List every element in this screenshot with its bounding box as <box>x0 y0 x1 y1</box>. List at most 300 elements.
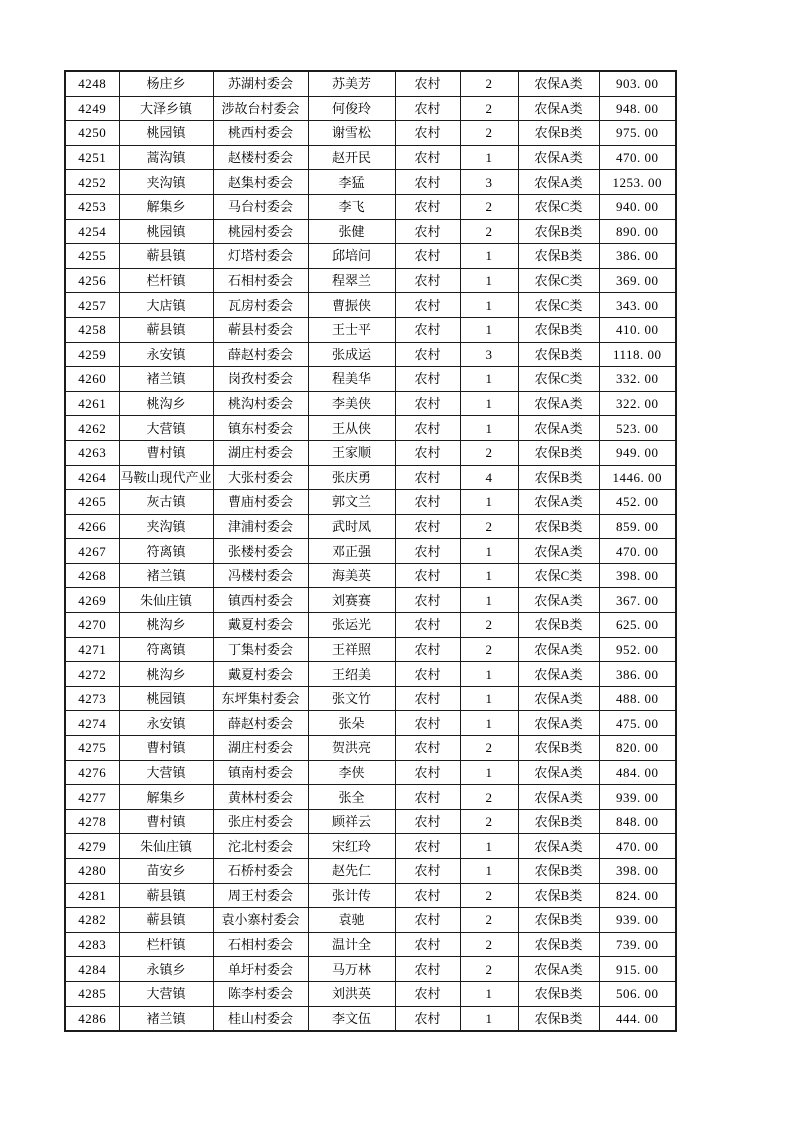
cell-insurance-category: 农保A类 <box>518 785 599 810</box>
table-row <box>65 859 676 884</box>
cell-town: 桃沟乡 <box>119 613 213 638</box>
cell-village: 苏湖村委会 <box>213 71 308 96</box>
cell-serial: 4265 <box>65 490 119 515</box>
cell-insurance-category: 农保A类 <box>518 957 599 982</box>
cell-insurance-category: 农保B类 <box>518 932 599 957</box>
cell-village: 东坪集村委会 <box>213 686 308 711</box>
cell-amount: 343. 00 <box>599 293 676 318</box>
cell-residence-type: 农村 <box>395 809 460 834</box>
cell-person-count: 1 <box>460 686 518 711</box>
cell-village: 马台村委会 <box>213 194 308 219</box>
table-row <box>65 957 676 982</box>
cell-amount: 1446. 00 <box>599 465 676 490</box>
table-row <box>65 244 676 269</box>
cell-serial: 4256 <box>65 268 119 293</box>
cell-town: 蕲县镇 <box>119 883 213 908</box>
cell-insurance-category: 农保A类 <box>518 662 599 687</box>
cell-town: 栏杆镇 <box>119 268 213 293</box>
table-row <box>65 219 676 244</box>
cell-person-name: 王家顺 <box>308 440 395 465</box>
cell-insurance-category: 农保A类 <box>518 711 599 736</box>
cell-serial: 4249 <box>65 96 119 121</box>
cell-insurance-category: 农保B类 <box>518 121 599 146</box>
cell-amount: 369. 00 <box>599 268 676 293</box>
cell-amount: 940. 00 <box>599 194 676 219</box>
table-row <box>65 539 676 564</box>
cell-person-count: 2 <box>460 71 518 96</box>
cell-person-count: 1 <box>460 859 518 884</box>
cell-residence-type: 农村 <box>395 71 460 96</box>
cell-village: 镇东村委会 <box>213 416 308 441</box>
cell-insurance-category: 农保C类 <box>518 367 599 392</box>
cell-insurance-category: 农保B类 <box>518 317 599 342</box>
cell-person-count: 1 <box>460 539 518 564</box>
cell-village: 袁小寨村委会 <box>213 908 308 933</box>
cell-amount: 484. 00 <box>599 760 676 785</box>
cell-village: 津浦村委会 <box>213 514 308 539</box>
cell-residence-type: 农村 <box>395 342 460 367</box>
cell-person-count: 1 <box>460 391 518 416</box>
cell-person-count: 2 <box>460 514 518 539</box>
table-row <box>65 490 676 515</box>
cell-person-name: 张朵 <box>308 711 395 736</box>
cell-person-name: 张庆勇 <box>308 465 395 490</box>
cell-serial: 4250 <box>65 121 119 146</box>
table-row <box>65 588 676 613</box>
cell-person-name: 马万林 <box>308 957 395 982</box>
cell-residence-type: 农村 <box>395 490 460 515</box>
cell-serial: 4268 <box>65 563 119 588</box>
table-row <box>65 391 676 416</box>
table-row <box>65 785 676 810</box>
cell-village: 桃沟村委会 <box>213 391 308 416</box>
cell-village: 桂山村委会 <box>213 1006 308 1031</box>
cell-insurance-category: 农保A类 <box>518 686 599 711</box>
table-row <box>65 293 676 318</box>
cell-person-count: 1 <box>460 588 518 613</box>
cell-person-count: 2 <box>460 809 518 834</box>
table-row <box>65 194 676 219</box>
cell-serial: 4261 <box>65 391 119 416</box>
cell-village: 戴夏村委会 <box>213 613 308 638</box>
cell-person-name: 张文竹 <box>308 686 395 711</box>
cell-person-count: 2 <box>460 932 518 957</box>
cell-serial: 4266 <box>65 514 119 539</box>
cell-insurance-category: 农保C类 <box>518 563 599 588</box>
cell-serial: 4248 <box>65 71 119 96</box>
cell-insurance-category: 农保A类 <box>518 490 599 515</box>
table-row <box>65 637 676 662</box>
cell-amount: 488. 00 <box>599 686 676 711</box>
cell-village: 冯楼村委会 <box>213 563 308 588</box>
cell-amount: 523. 00 <box>599 416 676 441</box>
cell-serial: 4272 <box>65 662 119 687</box>
cell-town: 曹村镇 <box>119 440 213 465</box>
cell-person-count: 1 <box>460 244 518 269</box>
cell-town: 符离镇 <box>119 637 213 662</box>
cell-amount: 470. 00 <box>599 834 676 859</box>
cell-residence-type: 农村 <box>395 932 460 957</box>
cell-person-name: 曹振侠 <box>308 293 395 318</box>
cell-person-name: 海美英 <box>308 563 395 588</box>
cell-insurance-category: 农保A类 <box>518 760 599 785</box>
cell-village: 黄林村委会 <box>213 785 308 810</box>
table-row <box>65 711 676 736</box>
cell-insurance-category: 农保A类 <box>518 834 599 859</box>
table-row <box>65 514 676 539</box>
cell-serial: 4260 <box>65 367 119 392</box>
cell-town: 灰古镇 <box>119 490 213 515</box>
cell-amount: 322. 00 <box>599 391 676 416</box>
table-row <box>65 809 676 834</box>
table-row <box>65 662 676 687</box>
cell-amount: 848. 00 <box>599 809 676 834</box>
cell-insurance-category: 农保B类 <box>518 736 599 761</box>
cell-amount: 470. 00 <box>599 539 676 564</box>
cell-town: 解集乡 <box>119 194 213 219</box>
cell-amount: 903. 00 <box>599 71 676 96</box>
cell-village: 瓦房村委会 <box>213 293 308 318</box>
cell-town: 大营镇 <box>119 416 213 441</box>
cell-town: 永安镇 <box>119 342 213 367</box>
cell-village: 单圩村委会 <box>213 957 308 982</box>
cell-insurance-category: 农保B类 <box>518 883 599 908</box>
cell-village: 张楼村委会 <box>213 539 308 564</box>
cell-person-count: 4 <box>460 465 518 490</box>
cell-person-count: 2 <box>460 613 518 638</box>
cell-town: 大营镇 <box>119 981 213 1006</box>
cell-town: 蕲县镇 <box>119 908 213 933</box>
cell-person-count: 2 <box>460 96 518 121</box>
cell-amount: 386. 00 <box>599 662 676 687</box>
cell-amount: 398. 00 <box>599 859 676 884</box>
cell-person-name: 李文伍 <box>308 1006 395 1031</box>
cell-residence-type: 农村 <box>395 736 460 761</box>
cell-residence-type: 农村 <box>395 244 460 269</box>
table-row <box>65 170 676 195</box>
cell-person-name: 刘洪英 <box>308 981 395 1006</box>
cell-insurance-category: 农保A类 <box>518 145 599 170</box>
cell-person-name: 袁驰 <box>308 908 395 933</box>
cell-amount: 859. 00 <box>599 514 676 539</box>
cell-person-name: 何俊玲 <box>308 96 395 121</box>
cell-town: 桃园镇 <box>119 219 213 244</box>
cell-person-count: 1 <box>460 662 518 687</box>
table-row <box>65 834 676 859</box>
cell-amount: 952. 00 <box>599 637 676 662</box>
cell-person-name: 程翠兰 <box>308 268 395 293</box>
cell-village: 灯塔村委会 <box>213 244 308 269</box>
table-row <box>65 416 676 441</box>
cell-residence-type: 农村 <box>395 662 460 687</box>
cell-person-name: 王士平 <box>308 317 395 342</box>
cell-person-name: 武时凤 <box>308 514 395 539</box>
cell-person-count: 1 <box>460 416 518 441</box>
cell-residence-type: 农村 <box>395 760 460 785</box>
cell-town: 桃沟乡 <box>119 391 213 416</box>
cell-village: 石相村委会 <box>213 932 308 957</box>
cell-person-name: 刘赛赛 <box>308 588 395 613</box>
cell-serial: 4279 <box>65 834 119 859</box>
cell-person-count: 2 <box>460 908 518 933</box>
cell-residence-type: 农村 <box>395 219 460 244</box>
cell-amount: 1118. 00 <box>599 342 676 367</box>
cell-person-name: 李飞 <box>308 194 395 219</box>
cell-serial: 4271 <box>65 637 119 662</box>
cell-village: 石相村委会 <box>213 268 308 293</box>
cell-village: 大张村委会 <box>213 465 308 490</box>
table-row <box>65 268 676 293</box>
cell-village: 薛赵村委会 <box>213 711 308 736</box>
cell-serial: 4281 <box>65 883 119 908</box>
cell-insurance-category: 农保B类 <box>518 219 599 244</box>
cell-person-name: 王从侠 <box>308 416 395 441</box>
cell-residence-type: 农村 <box>395 981 460 1006</box>
cell-residence-type: 农村 <box>395 194 460 219</box>
cell-person-count: 1 <box>460 317 518 342</box>
cell-residence-type: 农村 <box>395 440 460 465</box>
cell-town: 栏杆镇 <box>119 932 213 957</box>
cell-amount: 915. 00 <box>599 957 676 982</box>
cell-serial: 4255 <box>65 244 119 269</box>
cell-town: 马鞍山现代产业 <box>119 465 213 490</box>
cell-village: 戴夏村委会 <box>213 662 308 687</box>
cell-person-name: 赵开民 <box>308 145 395 170</box>
cell-person-count: 1 <box>460 293 518 318</box>
pension-roster-table <box>64 70 677 1032</box>
cell-person-name: 谢雪松 <box>308 121 395 146</box>
cell-residence-type: 农村 <box>395 686 460 711</box>
cell-village: 薛赵村委会 <box>213 342 308 367</box>
cell-amount: 410. 00 <box>599 317 676 342</box>
cell-residence-type: 农村 <box>395 563 460 588</box>
cell-residence-type: 农村 <box>395 367 460 392</box>
table-row <box>65 440 676 465</box>
cell-amount: 470. 00 <box>599 145 676 170</box>
cell-serial: 4280 <box>65 859 119 884</box>
cell-insurance-category: 农保A类 <box>518 416 599 441</box>
cell-person-count: 2 <box>460 440 518 465</box>
cell-residence-type: 农村 <box>395 145 460 170</box>
cell-amount: 820. 00 <box>599 736 676 761</box>
cell-residence-type: 农村 <box>395 637 460 662</box>
cell-person-name: 顾祥云 <box>308 809 395 834</box>
cell-insurance-category: 农保B类 <box>518 440 599 465</box>
cell-residence-type: 农村 <box>395 588 460 613</box>
cell-insurance-category: 农保C类 <box>518 194 599 219</box>
cell-serial: 4276 <box>65 760 119 785</box>
cell-village: 曹庙村委会 <box>213 490 308 515</box>
cell-person-count: 1 <box>460 711 518 736</box>
cell-village: 镇南村委会 <box>213 760 308 785</box>
table-row <box>65 760 676 785</box>
table-row <box>65 883 676 908</box>
cell-person-name: 苏美芳 <box>308 71 395 96</box>
cell-residence-type: 农村 <box>395 170 460 195</box>
cell-serial: 4267 <box>65 539 119 564</box>
cell-insurance-category: 农保A类 <box>518 96 599 121</box>
cell-person-name: 张计传 <box>308 883 395 908</box>
cell-person-count: 1 <box>460 981 518 1006</box>
cell-person-name: 王祥照 <box>308 637 395 662</box>
cell-serial: 4259 <box>65 342 119 367</box>
cell-residence-type: 农村 <box>395 1006 460 1031</box>
cell-town: 永安镇 <box>119 711 213 736</box>
table-row <box>65 1006 676 1031</box>
cell-person-name: 贺洪亮 <box>308 736 395 761</box>
cell-town: 褚兰镇 <box>119 1006 213 1031</box>
table-row <box>65 613 676 638</box>
cell-serial: 4282 <box>65 908 119 933</box>
cell-town: 解集乡 <box>119 785 213 810</box>
cell-person-count: 2 <box>460 957 518 982</box>
cell-insurance-category: 农保B类 <box>518 613 599 638</box>
cell-person-name: 温计全 <box>308 932 395 957</box>
cell-amount: 625. 00 <box>599 613 676 638</box>
cell-person-count: 2 <box>460 883 518 908</box>
cell-person-count: 2 <box>460 194 518 219</box>
table-row <box>65 121 676 146</box>
cell-town: 桃沟乡 <box>119 662 213 687</box>
cell-village: 桃园村委会 <box>213 219 308 244</box>
cell-amount: 367. 00 <box>599 588 676 613</box>
table-row <box>65 317 676 342</box>
cell-town: 褚兰镇 <box>119 563 213 588</box>
cell-person-name: 张成运 <box>308 342 395 367</box>
cell-village: 张庄村委会 <box>213 809 308 834</box>
cell-village: 沱北村委会 <box>213 834 308 859</box>
cell-serial: 4283 <box>65 932 119 957</box>
table-row <box>65 686 676 711</box>
cell-amount: 332. 00 <box>599 367 676 392</box>
cell-residence-type: 农村 <box>395 957 460 982</box>
cell-insurance-category: 农保A类 <box>518 588 599 613</box>
cell-amount: 948. 00 <box>599 96 676 121</box>
cell-serial: 4269 <box>65 588 119 613</box>
cell-insurance-category: 农保B类 <box>518 465 599 490</box>
cell-village: 石桥村委会 <box>213 859 308 884</box>
cell-town: 朱仙庄镇 <box>119 834 213 859</box>
cell-serial: 4262 <box>65 416 119 441</box>
table-row <box>65 932 676 957</box>
cell-person-name: 邓正强 <box>308 539 395 564</box>
cell-town: 夹沟镇 <box>119 514 213 539</box>
cell-town: 大营镇 <box>119 760 213 785</box>
cell-residence-type: 农村 <box>395 711 460 736</box>
cell-person-count: 2 <box>460 736 518 761</box>
cell-insurance-category: 农保B类 <box>518 981 599 1006</box>
cell-residence-type: 农村 <box>395 514 460 539</box>
cell-amount: 398. 00 <box>599 563 676 588</box>
cell-town: 蒿沟镇 <box>119 145 213 170</box>
cell-person-count: 1 <box>460 563 518 588</box>
cell-person-count: 2 <box>460 637 518 662</box>
cell-person-count: 1 <box>460 490 518 515</box>
cell-residence-type: 农村 <box>395 539 460 564</box>
cell-village: 陈李村委会 <box>213 981 308 1006</box>
table-row <box>65 465 676 490</box>
cell-residence-type: 农村 <box>395 96 460 121</box>
cell-insurance-category: 农保C类 <box>518 268 599 293</box>
cell-village: 湖庄村委会 <box>213 736 308 761</box>
cell-residence-type: 农村 <box>395 293 460 318</box>
cell-village: 丁集村委会 <box>213 637 308 662</box>
cell-person-count: 1 <box>460 1006 518 1031</box>
cell-amount: 444. 00 <box>599 1006 676 1031</box>
cell-village: 周王村委会 <box>213 883 308 908</box>
cell-person-name: 王绍美 <box>308 662 395 687</box>
cell-village: 湖庄村委会 <box>213 440 308 465</box>
cell-insurance-category: 农保A类 <box>518 71 599 96</box>
cell-town: 蕲县镇 <box>119 244 213 269</box>
cell-insurance-category: 农保B类 <box>518 1006 599 1031</box>
cell-insurance-category: 农保C类 <box>518 293 599 318</box>
cell-insurance-category: 农保A类 <box>518 539 599 564</box>
cell-town: 朱仙庄镇 <box>119 588 213 613</box>
cell-serial: 4263 <box>65 440 119 465</box>
cell-person-name: 李侠 <box>308 760 395 785</box>
table-row <box>65 908 676 933</box>
cell-residence-type: 农村 <box>395 465 460 490</box>
cell-insurance-category: 农保A类 <box>518 637 599 662</box>
cell-insurance-category: 农保B类 <box>518 859 599 884</box>
cell-amount: 890. 00 <box>599 219 676 244</box>
cell-town: 杨庄乡 <box>119 71 213 96</box>
cell-person-name: 邱培问 <box>308 244 395 269</box>
cell-person-name: 张运光 <box>308 613 395 638</box>
cell-village: 镇西村委会 <box>213 588 308 613</box>
cell-town: 桃园镇 <box>119 686 213 711</box>
cell-insurance-category: 农保B类 <box>518 342 599 367</box>
cell-amount: 975. 00 <box>599 121 676 146</box>
cell-person-count: 1 <box>460 367 518 392</box>
cell-person-name: 宋红玲 <box>308 834 395 859</box>
cell-person-name: 张全 <box>308 785 395 810</box>
cell-serial: 4273 <box>65 686 119 711</box>
cell-serial: 4278 <box>65 809 119 834</box>
cell-person-name: 程美华 <box>308 367 395 392</box>
cell-person-name: 赵先仁 <box>308 859 395 884</box>
cell-serial: 4253 <box>65 194 119 219</box>
cell-person-count: 1 <box>460 834 518 859</box>
table-row <box>65 71 676 96</box>
cell-person-name: 张健 <box>308 219 395 244</box>
cell-village: 赵楼村委会 <box>213 145 308 170</box>
table-row <box>65 342 676 367</box>
cell-residence-type: 农村 <box>395 317 460 342</box>
table-row <box>65 145 676 170</box>
cell-residence-type: 农村 <box>395 613 460 638</box>
cell-village: 桃西村委会 <box>213 121 308 146</box>
cell-amount: 452. 00 <box>599 490 676 515</box>
cell-amount: 739. 00 <box>599 932 676 957</box>
cell-insurance-category: 农保B类 <box>518 244 599 269</box>
cell-person-name: 李猛 <box>308 170 395 195</box>
cell-residence-type: 农村 <box>395 416 460 441</box>
cell-serial: 4254 <box>65 219 119 244</box>
cell-person-count: 1 <box>460 145 518 170</box>
cell-serial: 4264 <box>65 465 119 490</box>
cell-town: 夹沟镇 <box>119 170 213 195</box>
cell-serial: 4258 <box>65 317 119 342</box>
cell-village: 岗孜村委会 <box>213 367 308 392</box>
cell-amount: 939. 00 <box>599 908 676 933</box>
cell-town: 苗安乡 <box>119 859 213 884</box>
cell-insurance-category: 农保A类 <box>518 170 599 195</box>
cell-village: 赵集村委会 <box>213 170 308 195</box>
cell-town: 蕲县镇 <box>119 317 213 342</box>
cell-village: 涉故台村委会 <box>213 96 308 121</box>
